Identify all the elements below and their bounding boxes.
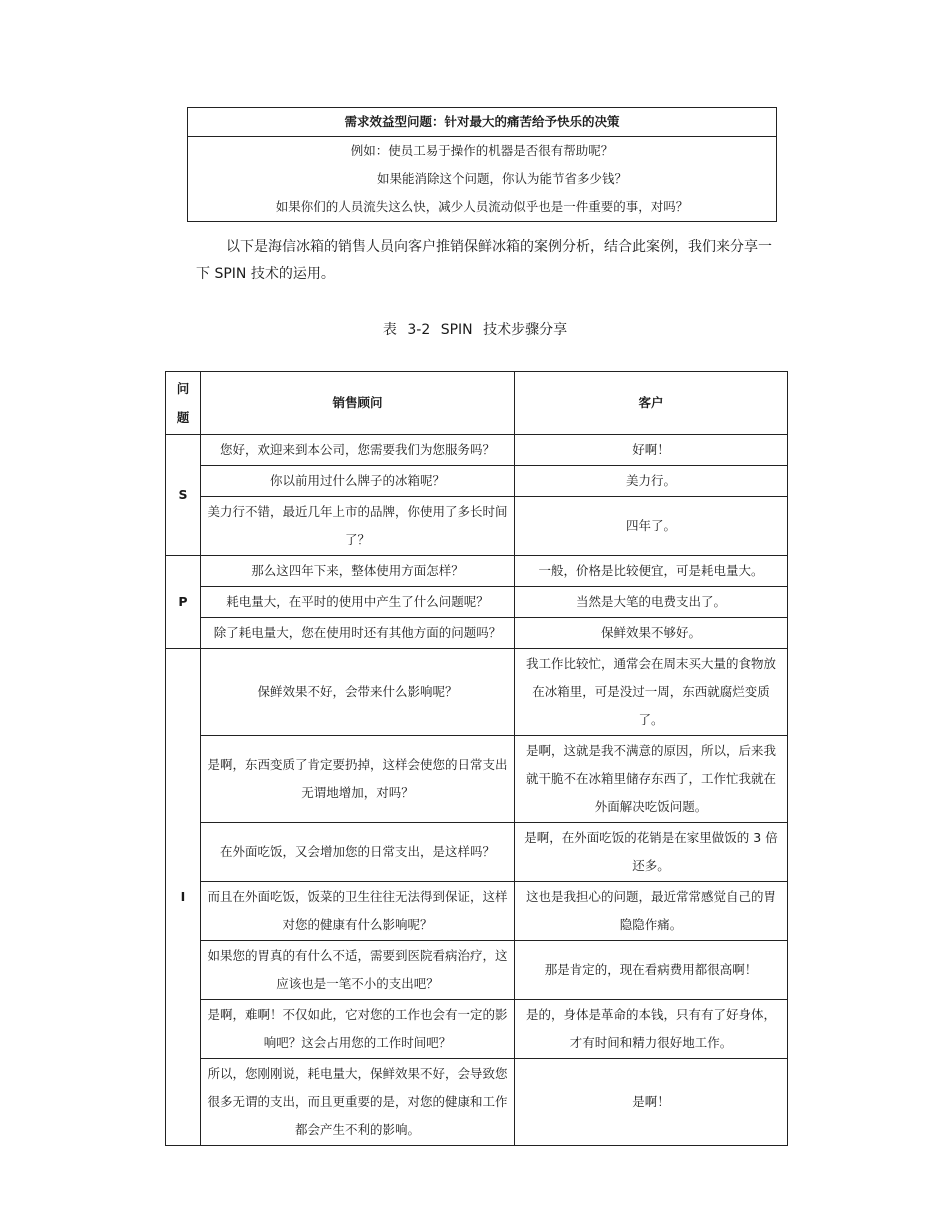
table-row <box>166 882 788 941</box>
table-row <box>166 466 788 497</box>
need-payoff-example-1: 例如：使员工易于操作的机器是否很有帮助呢？ <box>350 143 614 158</box>
consultant-cell: 那么这四年下来，整体使用方面怎样？ <box>201 556 515 587</box>
consultant-cell: 您好，欢迎来到本公司，您需要我们为您服务吗？ <box>201 435 515 466</box>
customer-cell: 当然是大笔的电费支出了。 <box>515 587 788 618</box>
table-row <box>166 823 788 882</box>
consultant-cell: 美力行不错，最近几年上市的品牌，你使用了多长时间了？ <box>201 497 515 556</box>
table-row <box>166 649 788 736</box>
consultant-cell: 你以前用过什么牌子的冰箱呢？ <box>201 466 515 497</box>
table-row <box>166 736 788 823</box>
consultant-cell: 在外面吃饭，又会增加您的日常支出，是这样吗？ <box>201 823 515 882</box>
header-question-l2: 题 <box>176 410 190 425</box>
table-row <box>166 1000 788 1059</box>
consultant-cell: 是啊，难啊！不仅如此，它对您的工作也会有一定的影响吧？这会占用您的工作时间吧？ <box>201 1000 515 1059</box>
customer-cell: 四年了。 <box>515 497 788 556</box>
stage-label: I <box>166 649 201 1146</box>
header-consultant: 销售顾问 <box>201 372 515 435</box>
consultant-cell: 所以，您刚刚说，耗电量大，保鲜效果不好，会导致您很多无谓的支出，而且更重要的是，对您的健康和工作都会产生不利的影响。 <box>201 1059 515 1146</box>
consultant-cell: 如果您的胃真的有什么不适，需要到医院看病治疗，这应该也是一笔不小的支出吧？ <box>201 941 515 1000</box>
need-payoff-example-2: 如果能消除这个问题，你认为能节省多少钱？ <box>376 171 627 186</box>
table-row <box>166 587 788 618</box>
table-caption: 表 3-2 SPIN 技术步骤分享 <box>382 322 568 338</box>
table-row <box>166 618 788 649</box>
customer-cell: 保鲜效果不够好。 <box>515 618 788 649</box>
header-customer: 客户 <box>515 372 788 435</box>
header-question <box>166 372 201 435</box>
customer-cell: 是啊，在外面吃饭的花销是在家里做饭的 3 倍还多。 <box>515 823 788 882</box>
customer-cell: 那是肯定的，现在看病费用都很高啊！ <box>515 941 788 1000</box>
customer-cell: 好啊！ <box>515 435 788 466</box>
need-payoff-box <box>187 107 777 222</box>
customer-cell: 这也是我担心的问题，最近常常感觉自己的胃隐隐作痛。 <box>515 882 788 941</box>
consultant-cell: 耗电量大，在平时的使用中产生了什么问题呢？ <box>201 587 515 618</box>
consultant-cell: 保鲜效果不好，会带来什么影响呢？ <box>201 649 515 736</box>
table-header-row <box>166 372 788 435</box>
customer-cell: 是啊，这就是我不满意的原因，所以，后来我就干脆不在冰箱里储存东西了，工作忙我就在外面解决吃饭问题。 <box>515 736 788 823</box>
table-row <box>166 1059 788 1146</box>
stage-label: S <box>166 435 201 556</box>
customer-cell: 是的，身体是革命的本钱，只有有了好身体，才有时间和精力很好地工作。 <box>515 1000 788 1059</box>
table-row <box>166 941 788 1000</box>
intro-paragraph: 以下是海信冰箱的销售人员向客户推销保鲜冰箱的案例分析，结合此案例，我们来分享一下 SPIN 技术的运用。 <box>196 239 772 282</box>
table-row <box>166 556 788 587</box>
need-payoff-title: 需求效益型问题：针对最大的痛苦给予快乐的决策 <box>188 108 776 137</box>
consultant-cell: 而且在外面吃饭，饭菜的卫生往往无法得到保证，这样对您的健康有什么影响呢？ <box>201 882 515 941</box>
customer-cell: 是啊！ <box>515 1059 788 1146</box>
table-body <box>166 435 788 1146</box>
customer-cell: 美力行。 <box>515 466 788 497</box>
customer-cell: 我工作比较忙，通常会在周末买大量的食物放在冰箱里，可是没过一周，东西就腐烂变质了。 <box>515 649 788 736</box>
customer-cell: 一般，价格是比较便宜，可是耗电量大。 <box>515 556 788 587</box>
spin-table <box>165 371 788 1146</box>
table-row <box>166 497 788 556</box>
need-payoff-example-3: 如果你们的人员流失这么快，减少人员流动似乎也是一件重要的事，对吗？ <box>275 199 689 214</box>
table-row <box>166 435 788 466</box>
stage-label: P <box>166 556 201 649</box>
consultant-cell: 除了耗电量大，您在使用时还有其他方面的问题吗？ <box>201 618 515 649</box>
consultant-cell: 是啊，东西变质了肯定要扔掉，这样会使您的日常支出无谓地增加，对吗？ <box>201 736 515 823</box>
header-question-l1: 问 <box>176 381 190 396</box>
